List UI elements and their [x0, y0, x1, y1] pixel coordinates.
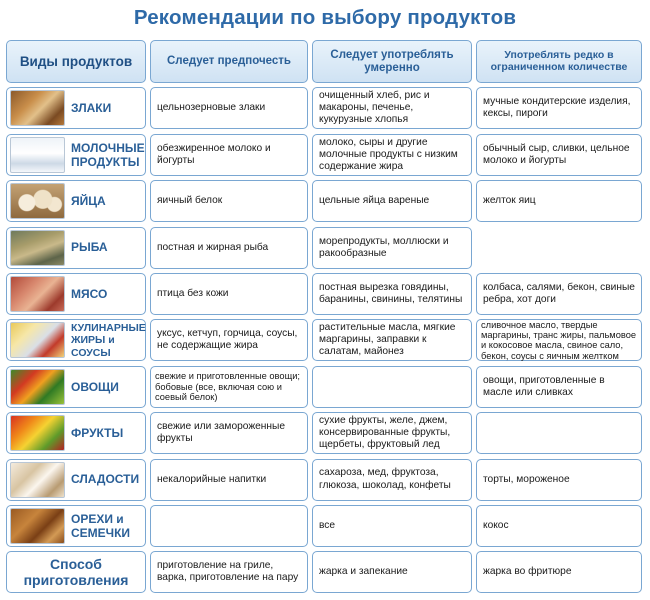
- category-label: ФРУКТЫ: [71, 426, 124, 441]
- category-fish: [6, 227, 146, 269]
- category-fats-sauces: [6, 319, 146, 361]
- category-dairy: [6, 134, 146, 176]
- cell-rarely: жарка во фритюре: [476, 551, 642, 593]
- meat-photo: [10, 276, 65, 312]
- cell-moderate: сахароза, мед, фруктоза, глюкоза, шоколад, конфеты: [312, 459, 472, 501]
- cell-prefer: приготовление на гриле, варка, приготовление на пару: [150, 551, 308, 593]
- cell-moderate: цельные яйца вареные: [312, 180, 472, 222]
- category-cooking-method: Способ приготовления: [6, 551, 146, 593]
- cell-moderate: очищенный хлеб, рис и макароны, печенье, кукурузные хлопья: [312, 87, 472, 129]
- eggs-photo: [10, 183, 65, 219]
- cell-moderate-empty: [312, 366, 472, 408]
- cell-prefer: яичный белок: [150, 180, 308, 222]
- category-label: ОВОЩИ: [71, 379, 119, 394]
- sweets-photo: [10, 462, 65, 498]
- cell-prefer: свежие или замороженные фрукты: [150, 412, 308, 454]
- page-title: Рекомендации по выбору продуктов: [133, 6, 517, 29]
- cell-prefer: уксус, кетчуп, горчица, соусы, не содержащие жира: [150, 319, 308, 361]
- header-rarely: Употреблять редко в ограниченном количестве: [476, 40, 642, 83]
- cell-moderate: молоко, сыры и другие молочные продукты с низким содержание жира: [312, 134, 472, 176]
- category-fruits: [6, 412, 146, 454]
- header-food-types: Виды продуктов: [6, 40, 146, 83]
- cell-prefer: свежие и приготовленные овощи; бобовые (все, включая сою и соевый белок): [150, 366, 308, 408]
- cell-moderate: постная вырезка говядины, баранины, свинины, телятины: [312, 273, 472, 315]
- cell-moderate: растительные масла, мягкие маргарины, заправки к салатам, майонез: [312, 319, 472, 361]
- header-prefer: Следует предпочесть: [150, 40, 308, 83]
- cell-rarely: овощи, приготовленные в масле или сливках: [476, 366, 642, 408]
- category-vegetables: [6, 366, 146, 408]
- category-label: ЯЙЦА: [71, 194, 106, 209]
- cell-rarely: обычный сыр, сливки, цельное молоко и йогурты: [476, 134, 642, 176]
- grains-photo: [10, 90, 65, 126]
- dairy-photo: [10, 137, 65, 173]
- category-label: ОРЕХИ и СЕМЕЧКИ: [71, 511, 131, 540]
- cell-prefer: некалорийные напитки: [150, 459, 308, 501]
- category-label: МОЛОЧНЫЕ ПРОДУКТЫ: [71, 140, 145, 169]
- cell-prefer: постная и жирная рыба: [150, 227, 308, 269]
- vegetables-photo: [10, 369, 65, 405]
- recommendation-table: [6, 40, 642, 593]
- cell-prefer: птица без кожи: [150, 273, 308, 315]
- cell-rarely: желток яиц: [476, 180, 642, 222]
- category-eggs: [6, 180, 146, 222]
- cell-rarely-empty: [476, 412, 642, 454]
- cell-rarely: кокос: [476, 505, 642, 547]
- cell-moderate: морепродукты, моллюски и ракообразные: [312, 227, 472, 269]
- cell-rarely: колбаса, салями, бекон, свиные ребра, хот доги: [476, 273, 642, 315]
- header-moderate: Следует употреблять умеренно: [312, 40, 472, 83]
- cell-prefer: обезжиренное молоко и йогурты: [150, 134, 308, 176]
- cell-rarely-empty: [476, 227, 642, 269]
- cell-moderate: сухие фрукты, желе, джем, консервированные фрукты, щербеты, фруктовый лед: [312, 412, 472, 454]
- nuts-photo: [10, 508, 65, 544]
- category-grains: [6, 87, 146, 129]
- category-label: МЯСО: [71, 286, 108, 301]
- fish-photo: [10, 230, 65, 266]
- cell-moderate: жарка и запекание: [312, 551, 472, 593]
- category-nuts-seeds: [6, 505, 146, 547]
- category-label: ЗЛАКИ: [71, 101, 112, 116]
- cell-prefer-empty: [150, 505, 308, 547]
- category-sweets: [6, 459, 146, 501]
- category-label: КУЛИНАРНЫЕ ЖИРЫ и СОУСЫ: [71, 321, 146, 359]
- cell-rarely: торты, мороженое: [476, 459, 642, 501]
- category-label: СЛАДОСТИ: [71, 472, 140, 487]
- cell-rarely: мучные кондитерские изделия, кексы, пироги: [476, 87, 642, 129]
- cell-prefer: цельнозерновые злаки: [150, 87, 308, 129]
- fruits-photo: [10, 415, 65, 451]
- category-meat: [6, 273, 146, 315]
- category-label: РЫБА: [71, 240, 108, 255]
- fats-photo: [10, 322, 65, 358]
- cell-moderate: все: [312, 505, 472, 547]
- cell-rarely: сливочное масло, твердые маргарины, транс жиры, пальмовое и кокосовое масла, свиное сало, бекон, соусы с яичным желтком: [476, 319, 642, 361]
